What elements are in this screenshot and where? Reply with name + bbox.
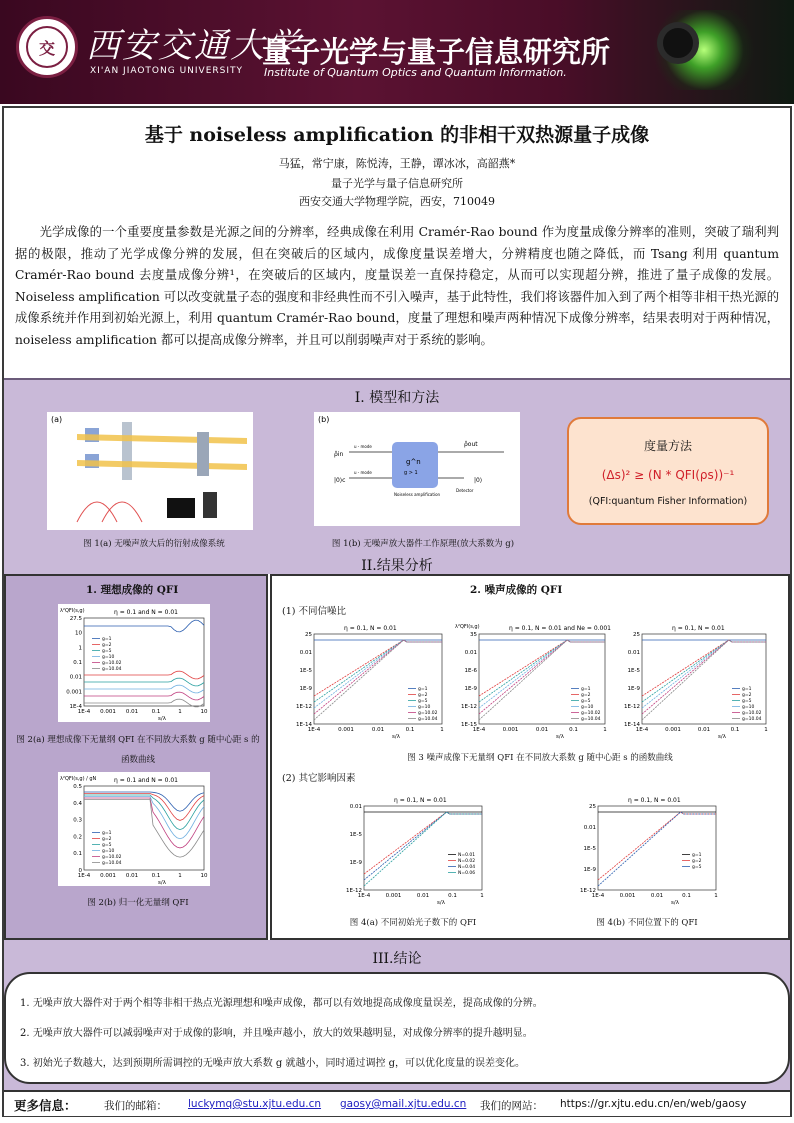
email-link-1[interactable]: luckymq@stu.xjtu.edu.cn bbox=[188, 1098, 322, 1110]
results-right-title: 2. 噪声成像的 QFI bbox=[470, 584, 563, 596]
fig1a-beam-2 bbox=[77, 460, 247, 470]
y-tick-label: 0.01 bbox=[464, 650, 477, 656]
legend-label: g=2 bbox=[102, 837, 112, 842]
legend-label: g=1 bbox=[742, 687, 752, 692]
conclusion-item-1: 1. 无噪声放大器件对于两个相等非相干热点光源理想和噪声成像，都可以有效地提高成像度量误差，提高成像的分辨。 bbox=[20, 998, 543, 1009]
y-tick-label: 1E-12 bbox=[624, 704, 640, 710]
y-tick-label: 0 bbox=[78, 868, 82, 874]
legend-label: g=1 bbox=[102, 637, 112, 642]
y-tick-label: 1E-9 bbox=[299, 686, 312, 692]
x-tick-label: 0.01 bbox=[535, 727, 549, 733]
x-tick-label: 0.001 bbox=[385, 893, 402, 899]
legend-label: g=5 bbox=[742, 699, 752, 704]
y-tick-label: 0.01 bbox=[627, 650, 640, 656]
legend-label: g=10.02 bbox=[102, 661, 122, 666]
legend-label: g=10 bbox=[102, 849, 115, 854]
y-tick-label: 25 bbox=[305, 632, 312, 638]
y-tick-label: 1E-9 bbox=[583, 867, 596, 873]
results-sub1: (1) 不同信噪比 bbox=[282, 606, 346, 617]
legend-label: g=1 bbox=[581, 687, 591, 692]
x-tick-label: 1 bbox=[178, 873, 182, 879]
affiliation: 量子光学与量子信息研究所 bbox=[331, 177, 463, 190]
y-tick-label: 1E-12 bbox=[580, 888, 596, 894]
fig4b-chart bbox=[572, 792, 722, 906]
measure-method-box bbox=[567, 417, 769, 525]
chart-title: η = 0.1, N = 0.01 bbox=[628, 797, 681, 804]
chart-title: η = 0.1, N = 0.01 bbox=[672, 625, 725, 632]
fig2a-chart bbox=[58, 604, 210, 722]
legend-label: g=5 bbox=[581, 699, 591, 704]
legend-label: g=5 bbox=[692, 865, 702, 870]
fig2a-caption: 图 2(a) 理想成像下无量纲 QFI 在不同放大系数 g 随中心距 s 的函数曲线 bbox=[16, 735, 260, 765]
y-tick-label: 25 bbox=[589, 804, 596, 810]
x-tick-label: 0.01 bbox=[125, 709, 139, 715]
x-tick-label: 1 bbox=[480, 893, 484, 899]
legend-label: N=0.01 bbox=[458, 853, 476, 858]
y-tick-label: 0.2 bbox=[73, 834, 82, 841]
x-tick-label: 0.001 bbox=[100, 873, 116, 879]
y-tick-label: 35 bbox=[470, 632, 477, 638]
website-link[interactable]: https://gr.xjtu.edu.cn/en/web/gaosy bbox=[560, 1098, 747, 1110]
institute-name-en: Institute of Quantum Optics and Quantum Information. bbox=[264, 66, 567, 79]
y-tick-label: 0.5 bbox=[73, 784, 82, 790]
legend-label: N=0.06 bbox=[458, 871, 476, 876]
fig1b-label: (b) bbox=[318, 415, 330, 424]
legend-label: g=10 bbox=[418, 705, 431, 710]
x-tick-label: 0.1 bbox=[405, 727, 415, 733]
fig1b-text-rho-in: ρ̂in bbox=[334, 451, 344, 458]
conclusion-item-2: 2. 无噪声放大器件可以减弱噪声对于成像的影响，并且噪声越小，放大的效果越明显，对成像分辨率的提升越明显。 bbox=[20, 1028, 533, 1039]
fig1a-diagram bbox=[47, 412, 253, 530]
legend-label: g=10.04 bbox=[581, 717, 601, 722]
fig2b-caption: 图 2(b) 归一化无量纲 QFI bbox=[87, 898, 189, 908]
x-axis-label: s/λ bbox=[671, 900, 679, 906]
y-tick-label: 10 bbox=[75, 630, 82, 637]
legend-label: g=10.04 bbox=[102, 861, 122, 866]
y-tick-label: 1E-9 bbox=[627, 686, 640, 692]
fig1b-diagram bbox=[314, 412, 520, 526]
x-tick-label: 0.1 bbox=[151, 709, 161, 715]
legend-label: g=10.04 bbox=[102, 667, 122, 672]
x-tick-label: 0.1 bbox=[682, 893, 691, 899]
series-line bbox=[84, 671, 204, 679]
section-title-conclusion: III.结论 bbox=[372, 951, 422, 967]
footer bbox=[4, 1090, 790, 1116]
x-axis-label: s/λ bbox=[556, 734, 564, 740]
fig1b-text-detector: Detector bbox=[456, 488, 474, 493]
series-line bbox=[84, 692, 204, 700]
chart-title: η = 0.1, N = 0.01 and Ne = 0.001 bbox=[509, 625, 611, 632]
x-tick-label: 10 bbox=[200, 709, 208, 715]
x-tick-label: 0.01 bbox=[371, 727, 385, 733]
chart-title: η = 0.1, N = 0.01 bbox=[344, 625, 397, 632]
x-tick-label: 0.01 bbox=[416, 893, 430, 899]
y-tick-label: 0.01 bbox=[69, 674, 82, 681]
address: 西安交通大学物理学院，西安，710049 bbox=[299, 195, 495, 208]
fig3c-chart bbox=[616, 620, 772, 740]
y-tick-label: 0.01 bbox=[583, 825, 596, 831]
y-tick-label: 1E-6 bbox=[464, 668, 477, 674]
fig3-caption: 图 3 噪声成像下无量纲 QFI 在不同放大系数 g 随中心距 s 的函数曲线 bbox=[407, 753, 673, 763]
legend-label: g=2 bbox=[418, 693, 428, 698]
x-tick-label: 1E-4 bbox=[591, 893, 605, 899]
x-tick-label: 0.1 bbox=[448, 893, 457, 899]
fig1b-text-amplification: Noiseless amplification bbox=[394, 492, 441, 497]
measure-formula: (Δs)² ≥ (N * QFI(ρs))⁻¹ bbox=[601, 468, 735, 482]
y-axis-label: λ²QFI(s,g) bbox=[60, 608, 85, 614]
measure-title: 度量方法 bbox=[643, 439, 692, 453]
legend-label: g=10.04 bbox=[742, 717, 762, 722]
footer-label: 更多信息： bbox=[14, 1098, 77, 1113]
fig1a-psf-curves bbox=[77, 502, 142, 522]
x-axis-label: s/λ bbox=[158, 716, 166, 722]
x-tick-label: 10 bbox=[200, 873, 208, 879]
fig1b-caption: 图 1(b) 无噪声放大器件工作原理(放大系数为 g) bbox=[331, 539, 515, 549]
legend-label: N=0.02 bbox=[458, 859, 476, 864]
y-tick-label: 0.01 bbox=[299, 650, 312, 656]
y-axis-label: λ²QFI(s,g) / gN bbox=[60, 776, 97, 782]
y-tick-label: 0.1 bbox=[73, 851, 82, 858]
legend-label: g=2 bbox=[102, 643, 112, 648]
y-tick-label: 27.5 bbox=[69, 616, 82, 622]
series-line bbox=[84, 620, 204, 632]
x-tick-label: 0.1 bbox=[569, 727, 578, 733]
chart-title: η = 0.1 and N = 0.01 bbox=[114, 777, 178, 784]
y-tick-label: 0.01 bbox=[349, 804, 362, 810]
x-axis-label: s/λ bbox=[158, 880, 166, 886]
fig1b-text-gn: g^n bbox=[406, 458, 421, 466]
fig1a-sorter bbox=[197, 432, 209, 476]
fig1a-lens bbox=[122, 422, 132, 480]
fig3b-chart bbox=[453, 620, 611, 740]
x-tick-label: 0.1 bbox=[151, 873, 161, 879]
legend-label: g=2 bbox=[692, 859, 702, 864]
fig4a-caption: 图 4(a) 不同初始光子数下的 QFI bbox=[349, 918, 477, 928]
legend-label: g=5 bbox=[418, 699, 428, 704]
legend-label: N=0.04 bbox=[458, 865, 476, 870]
poster-title: 基于 noiseless amplification 的非相干双热源量子成像 bbox=[144, 124, 650, 146]
x-tick-label: 1E-4 bbox=[472, 727, 486, 733]
email-link-2[interactable]: gaosy@mail.xjtu.edu.cn bbox=[340, 1098, 467, 1110]
fig1b-text-vacuum: |0⟩c bbox=[334, 477, 346, 484]
x-tick-label: 1 bbox=[714, 893, 718, 899]
legend-label: g=5 bbox=[102, 649, 112, 654]
fig1a-beam-1 bbox=[77, 434, 247, 444]
y-tick-label: 1E-5 bbox=[349, 832, 362, 838]
measure-note: (QFI:quantum Fisher Information) bbox=[588, 496, 748, 507]
y-tick-label: 1E-5 bbox=[627, 668, 640, 674]
x-tick-label: 1E-4 bbox=[77, 709, 91, 715]
university-logo bbox=[16, 16, 78, 78]
fig1b-text-mode-2: u - mode bbox=[354, 470, 372, 475]
legend-label: g=1 bbox=[102, 831, 112, 836]
legend-label: g=1 bbox=[692, 853, 702, 858]
x-tick-label: 0.1 bbox=[730, 727, 740, 733]
legend-label: g=10.04 bbox=[418, 717, 438, 722]
fig1a-detector bbox=[203, 492, 217, 518]
x-tick-label: 0.001 bbox=[100, 709, 116, 715]
footer-email-label: 我们的邮箱： bbox=[104, 1100, 167, 1112]
university-name-cn: 西安交通大学 bbox=[86, 26, 302, 66]
x-tick-label: 1 bbox=[764, 727, 768, 733]
fig3a-chart bbox=[288, 620, 448, 740]
x-tick-label: 1 bbox=[440, 727, 444, 733]
y-axis-label: λ²QFI(s,g) bbox=[455, 624, 480, 630]
x-tick-label: 0.01 bbox=[650, 893, 664, 899]
x-tick-label: 0.001 bbox=[619, 893, 636, 899]
optics-lens-image bbox=[657, 22, 699, 64]
x-tick-label: 0.001 bbox=[338, 727, 354, 733]
y-tick-label: 1E-14 bbox=[624, 722, 640, 728]
series-line bbox=[84, 685, 204, 693]
series-line bbox=[598, 812, 716, 886]
fig2b-chart bbox=[58, 772, 210, 886]
legend-label: g=2 bbox=[742, 693, 752, 698]
y-tick-label: 0.3 bbox=[73, 817, 82, 824]
plot-area bbox=[364, 806, 482, 890]
section-title-model: I. 模型和方法 bbox=[354, 390, 440, 406]
fig1a-caption: 图 1(a) 无噪声放大后的衍射成像系统 bbox=[83, 539, 225, 549]
fig4b-caption: 图 4(b) 不同位置下的 QFI bbox=[596, 918, 698, 928]
legend-label: g=10.02 bbox=[102, 855, 122, 860]
x-tick-label: 0.001 bbox=[502, 727, 519, 733]
conclusion-box bbox=[4, 972, 790, 1084]
x-tick-label: 1E-4 bbox=[307, 727, 321, 733]
legend-label: g=1 bbox=[418, 687, 428, 692]
y-tick-label: 1E-14 bbox=[296, 722, 312, 728]
x-tick-label: 1 bbox=[603, 727, 607, 733]
institute-name-cn: 量子光学与量子信息研究所 bbox=[262, 35, 611, 69]
plot-area bbox=[598, 806, 716, 890]
y-tick-label: 1E-4 bbox=[69, 704, 82, 710]
logo-seal-icon: 交 bbox=[26, 26, 68, 68]
x-tick-label: 0.01 bbox=[125, 873, 139, 879]
x-tick-label: 0.01 bbox=[697, 727, 711, 733]
fig1a-monitor bbox=[167, 498, 195, 518]
legend-label: g=2 bbox=[581, 693, 591, 698]
x-axis-label: s/λ bbox=[437, 900, 445, 906]
results-sub2: (2) 其它影响因素 bbox=[282, 773, 356, 784]
legend-label: g=10 bbox=[102, 655, 115, 660]
x-tick-label: 1 bbox=[178, 709, 182, 715]
x-axis-label: s/λ bbox=[392, 734, 400, 740]
x-tick-label: 1E-4 bbox=[357, 893, 371, 899]
y-tick-label: 1E-12 bbox=[461, 704, 477, 710]
y-tick-label: 1E-12 bbox=[296, 704, 312, 710]
legend-label: g=10.02 bbox=[581, 711, 601, 716]
legend-label: g=5 bbox=[102, 843, 112, 848]
fig1b-text-zero: |0⟩ bbox=[474, 477, 483, 484]
series-line bbox=[84, 795, 204, 830]
chart-title: η = 0.1, N = 0.01 bbox=[394, 797, 447, 804]
y-tick-label: 1E-9 bbox=[349, 860, 362, 866]
abstract: 光学成像的一个重要度量参数是光源之间的分辨率，经典成像在利用 Cramér-Rao bound 作为度量成像分辨率的准则，突破了瑞利判据的极限，推动了光学成像分辨的发展，但在突破后的区域内，成像度量误差增大，分辨精度也随之降低，而 Tsang 利用 quantum Cramér-Rao bound 去度量成像分辨¹，在突破后的区域内，度量误差一直保持稳定，从而可以实现超分辨，推进了量子成像的发展。Noiseless amplification 可以改变就量子态的强度和非经典性而不引入噪声，基于此特性，我们将该器件加入到了两个相等非相干热光源的成像系统并作用到初始光源上，利用 quantum Cramér-Rao bound，度量了理想和噪声两种情况下成像分辨率，结果表明对于两种情况，noiseless amplification 都可以提高成像分辨率，并且可以削弱噪声对于系统的影响。 bbox=[15, 225, 779, 347]
footer-web-label: 我们的网站： bbox=[480, 1100, 543, 1112]
legend-label: g=10.02 bbox=[742, 711, 762, 716]
y-tick-label: 1E-5 bbox=[299, 668, 312, 674]
y-tick-label: 0.1 bbox=[73, 660, 82, 666]
x-tick-label: 1E-4 bbox=[635, 727, 649, 733]
fig1b-text-mode-1: u - mode bbox=[354, 444, 372, 449]
y-tick-label: 1E-15 bbox=[461, 722, 477, 728]
y-tick-label: 0.4 bbox=[73, 800, 82, 807]
results-left-title: 1. 理想成像的 QFI bbox=[86, 584, 179, 596]
x-tick-label: 1E-4 bbox=[77, 873, 91, 879]
x-axis-label: s/λ bbox=[718, 734, 726, 740]
fig1a-label: (a) bbox=[51, 415, 63, 424]
x-tick-label: 0.001 bbox=[665, 727, 681, 733]
fig1b-text-rho-out: ρ̂out bbox=[464, 441, 478, 448]
legend-label: g=10.02 bbox=[418, 711, 438, 716]
chart-title: η = 0.1 and N = 0.01 bbox=[114, 609, 178, 616]
series-line bbox=[84, 794, 204, 821]
y-tick-label: 25 bbox=[633, 632, 640, 638]
y-tick-label: 1E-9 bbox=[464, 686, 477, 692]
section-title-results: II.结果分析 bbox=[361, 558, 433, 574]
y-tick-label: 0.001 bbox=[66, 689, 82, 696]
university-name-en: XI'AN JIAOTONG UNIVERSITY bbox=[90, 66, 244, 76]
y-tick-label: 1E-12 bbox=[346, 888, 362, 894]
fig1b-text-g: g > 1 bbox=[404, 470, 418, 476]
conclusion-item-3: 3. 初始光子数越大，达到预期所需调控的无噪声放大系数 g 就越小，同时通过调控 g，可以优化度量的误差变化。 bbox=[20, 1058, 526, 1069]
fig4a-chart bbox=[338, 792, 488, 906]
legend-label: g=10 bbox=[742, 705, 755, 710]
y-tick-label: 1E-5 bbox=[583, 846, 596, 852]
legend-label: g=10 bbox=[581, 705, 594, 710]
authors: 马猛，常宁康，陈悦涛，王静，谭冰冰，高韶燕* bbox=[278, 157, 516, 170]
y-tick-label: 1 bbox=[78, 645, 82, 652]
series-line bbox=[84, 678, 204, 686]
